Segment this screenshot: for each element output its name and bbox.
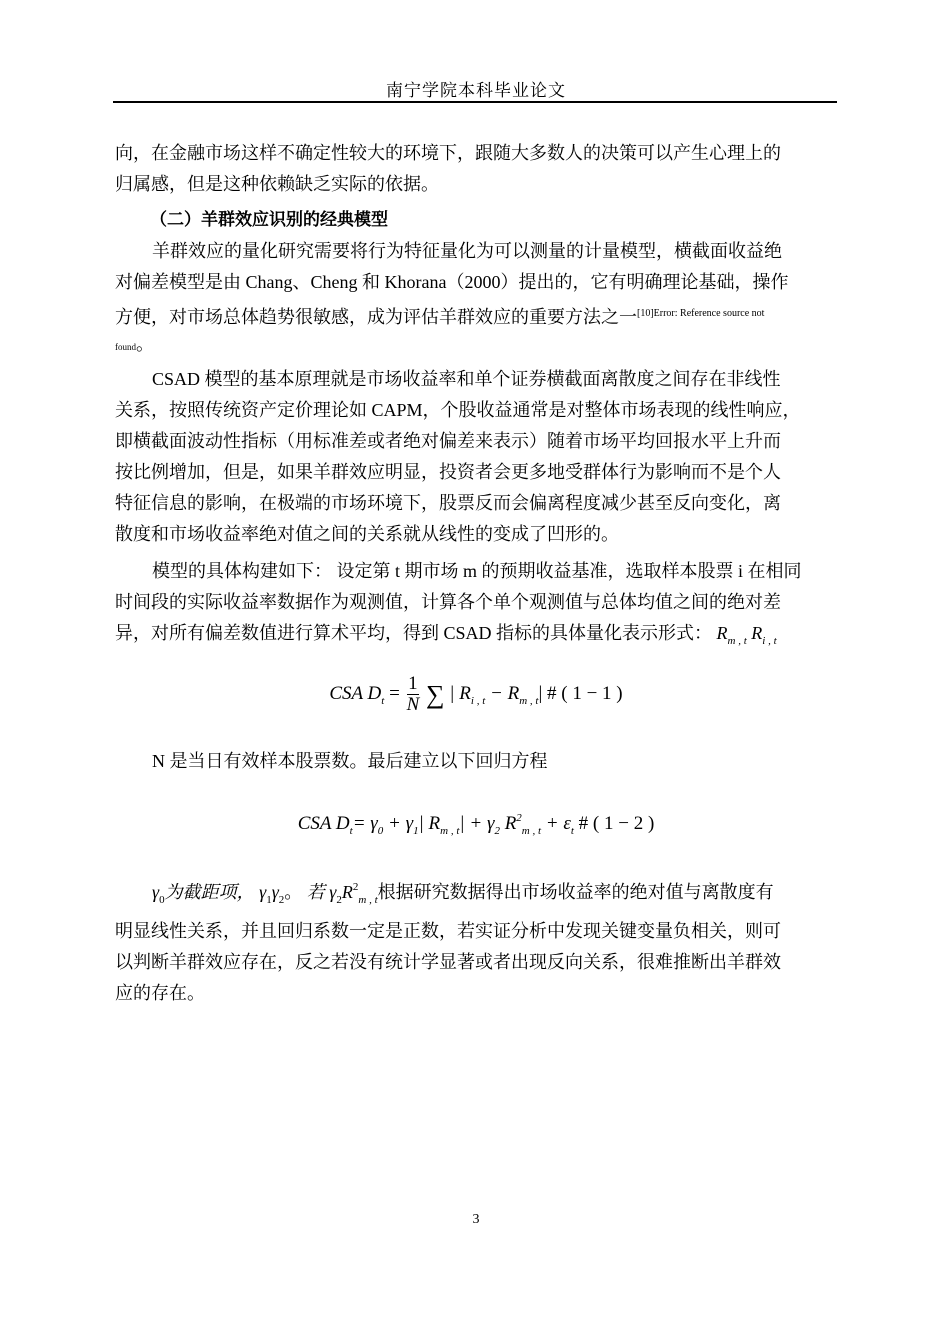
paragraph-end: 。 [136,334,154,354]
gamma-2b-sub: 2 [336,894,342,906]
formula-sub: t [570,825,574,837]
formula-sub: i , t [470,694,486,707]
formula-term: + ε [541,813,571,834]
formula-regression [115,812,837,837]
formula-term: + γ [383,813,414,834]
formula-tag: # ( 1 − 2 ) [573,813,655,834]
formula-sub: 1 [413,825,419,837]
sigma-symbol: ∑ [426,679,445,709]
paragraph-italic: 为截距项， [164,882,255,902]
formula-term: | R [418,813,441,834]
formula-term: R [499,813,517,834]
paragraph-3 [115,364,837,550]
paragraph-text: 方便，对市场总体趋势很敏感，成为评估羊群效应的重要方法之一 [115,307,637,327]
sentence-end: 。 [284,882,303,902]
paragraph-line: 模型的具体构建如下： 设定第 t 期市场 m 的预期收益基准，选取样本股票 i 在相同 [152,561,802,581]
fraction-denominator: N [406,694,420,715]
gamma-2: γ [271,882,279,902]
paragraph-line: 按比例增加，但是，如果羊群效应明显，投资者会更多地受群体行为影响而不是个人 [115,462,781,482]
formula-csad [115,674,837,715]
paragraph-line: 时间段的实际收益率数据作为观测值，计算各个单个观测值与总体均值之间的绝对差 [115,592,781,612]
var-r-sup: 2 [352,881,359,893]
var-ri-sub: i , t [762,635,777,647]
page-number: 3 [472,1212,480,1227]
reference-error: [10]Error: Reference source not [637,308,765,319]
paragraph-line: 应的存在。 [115,983,205,1003]
paragraph-line: 归属感，但是这种依赖缺乏实际的依据。 [115,174,439,194]
formula-lhs: CSA D [297,813,350,834]
section-heading: （二）羊群效应识别的经典模型 [150,210,388,230]
page-header-title: 南宁学院本科毕业论文 [386,81,566,100]
formula-term: = γ [352,813,378,834]
formula-eq: = [389,682,400,704]
formula-tag: | # ( 1 − 1 ) [538,682,623,704]
gamma-0-sub: 0 [159,894,165,906]
formula-sub: t [381,694,385,707]
paragraph-line [115,872,837,916]
header-rule [113,101,837,103]
formula-sub: 2 [494,825,500,837]
formula-body: | R [449,682,471,704]
paragraph-italic-if: 若 [306,882,325,902]
var-ri: R [751,623,763,643]
paragraph-line: CSAD 模型的基本原理就是市场收益率和单个证券横截面离散度之间存在非线性 [152,369,781,389]
paragraph-line: 明显线性关系，并且回归系数一定是正数，若实证分析中发现关键变量负相关，则可 [115,921,781,941]
paragraph-6 [115,872,837,1009]
paragraph-1 [115,138,837,200]
reference-error-found: found [115,342,136,352]
paragraph-4 [115,556,837,657]
formula-sub: 0 [377,825,384,837]
gamma-1: γ [259,882,267,902]
formula-lhs: CSA D [329,682,382,704]
paragraph-5 [115,746,837,777]
var-rm-sub: m , t [727,635,747,647]
var-rm: R [716,623,728,643]
paragraph-line [115,618,837,657]
paragraph-line: 向，在金融市场这样不确定性较大的环境下，跟随大多数人的决策可以产生心理上的 [115,143,781,163]
paragraph-text: 根据研究数据得出市场收益率的绝对值与离散度有 [377,882,774,902]
gamma-0: γ [152,882,160,902]
formula-sub: t [349,825,353,837]
fraction-numerator: 1 [408,673,418,694]
paragraph-line [115,333,837,358]
paragraph-line: N 是当日有效样本股票数。最后建立以下回归方程 [152,751,548,771]
paragraph-line [115,298,837,333]
var-r: R [341,882,353,902]
formula-sup: 2 [516,812,522,824]
paragraph-text: 异，对所有偏差数值进行算术平均，得到 CSAD 指标的具体量化表示形式： [115,623,713,643]
paragraph-line: 关系，按照传统资产定价理论如 CAPM，个股收益通常是对整体市场表现的线性响应， [115,400,801,420]
var-r-sub: m , t [358,894,378,906]
paragraph-line: 羊群效应的量化研究需要将行为特征量化为可以测量的计量模型，横截面收益绝 [152,241,782,261]
formula-sub: m , t [440,825,460,837]
paragraph-line: 即横截面波动性指标（用标准差或者绝对偏差来表示）随着市场平均回报水平上升而 [115,431,781,451]
paragraph-line: 对偏差模型是由 Chang、Cheng 和 Khorana（2000）提出的，它有明确理论基础，操作 [115,272,789,292]
gamma-2b: γ [329,882,337,902]
paragraph-2 [115,236,837,358]
paragraph-line: 以判断羊群效应存在，反之若没有统计学显著或者出现反向关系，很难推断出羊群效 [115,952,781,972]
formula-sub: m , t [519,694,539,707]
formula-fraction [407,674,420,715]
formula-body: − R [485,682,520,704]
gamma-2-sub: 2 [278,894,285,906]
formula-term: | + γ [459,813,495,834]
paragraph-line: 散度和市场收益率绝对值之间的关系就从线性的变成了凹形的。 [115,524,619,544]
paragraph-line: 特征信息的影响，在极端的市场环境下，股票反而会偏离程度减少甚至反向变化，离 [115,493,781,513]
gamma-1-sub: 1 [266,894,272,906]
formula-sub: m , t [521,825,542,837]
